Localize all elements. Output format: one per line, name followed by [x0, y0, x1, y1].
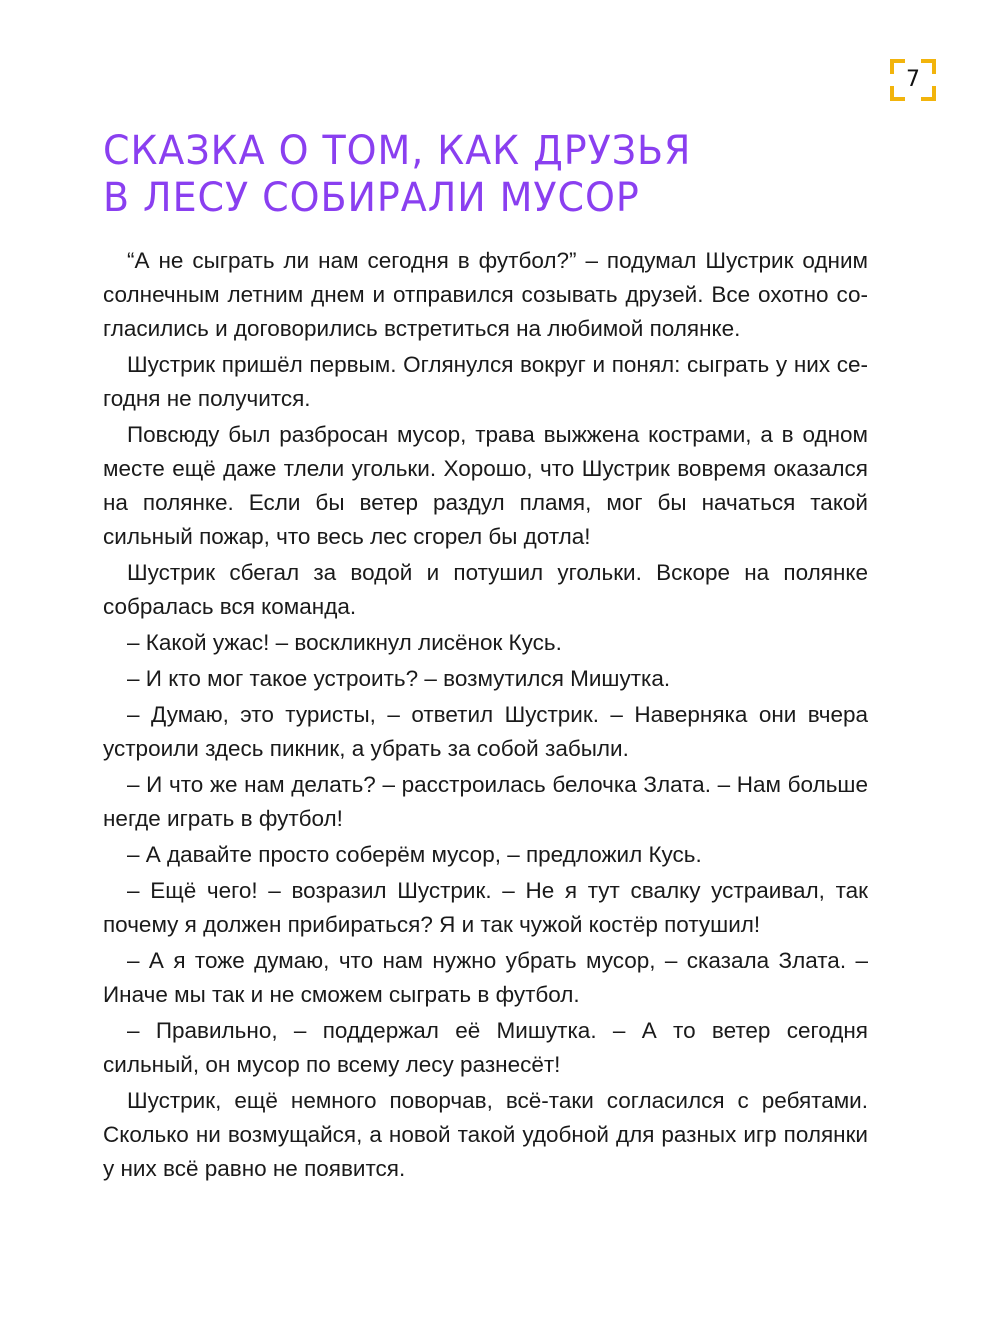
dialogue-line: – И что же нам делать? – расстроилась белочка Злата. – Нам больше негде играть в футбол!	[103, 772, 868, 831]
dialogue-line: – А давайте просто соберём мусор, – предложил Кусь.	[127, 842, 702, 867]
paragraph: Шустрик сбегал за водой и потушил угольки. Вскоре на полянке собралась вся команда.	[103, 560, 868, 619]
paragraph: Повсюду был разбросан мусор, трава выжжена кострами, а в одном месте ещё даже тлели угольки. Хорошо, что Шустрик вовремя оказался на полянке. Если бы ветер раздул пламя, мог бы начаться такой сильный пожар, что весь лес сгорел бы дотла!	[103, 422, 868, 549]
dialogue-line: – И кто мог такое устроить? – возмутился Мишутка.	[127, 666, 671, 691]
story-title	[103, 128, 844, 222]
story-title-line-1: СКАЗКА О ТОМ, КАК ДРУЗЬЯ	[103, 128, 692, 174]
dialogue-line: – Какой ужас! – воскликнул лисёнок Кусь.	[127, 630, 562, 655]
page-number: 7	[906, 67, 920, 92]
paragraph: Шустрик пришёл первым. Оглянулся вокруг и понял: сыграть у них сегодня не получится.	[103, 352, 868, 411]
story-text	[103, 244, 868, 1188]
dialogue-line: – Думаю, это туристы, – ответил Шустрик. – Наверняка они вчера устроили здесь пикник, а убрать за собой забыли.	[103, 702, 868, 761]
dialogue-line: – Ещё чего! – возразил Шустрик. – Не я тут свалку устраивал, так почему я должен прибираться? Я и так чужой костёр потушил!	[103, 878, 868, 937]
dialogue-line: – А я тоже думаю, что нам нужно убрать мусор, – сказала Злата. – Иначе мы так и не сможем сыграть в футбол.	[103, 948, 868, 1007]
dialogue-line: – Правильно, – поддержал её Мишутка. – А то ветер сегодня сильный, он мусор по всему лесу разнесёт!	[103, 1018, 868, 1077]
paragraph: “А не сыграть ли нам сегодня в футбол?” – подумал Шустрик одним солнечным летним днем и отправился созывать друзей. Все охотно согласились и договорились встретиться на любимой полянке.	[103, 248, 868, 341]
paragraph: Шустрик, ещё немного поворчав, всё-таки согласился с ребятами. Сколько ни возмущайся, а новой такой удобной для разных игр полянки у них всё равно не появится.	[103, 1088, 868, 1181]
story-title-line-2: В ЛЕСУ СОБИРАЛИ МУСОР	[103, 175, 640, 221]
page-number-frame	[890, 59, 936, 101]
